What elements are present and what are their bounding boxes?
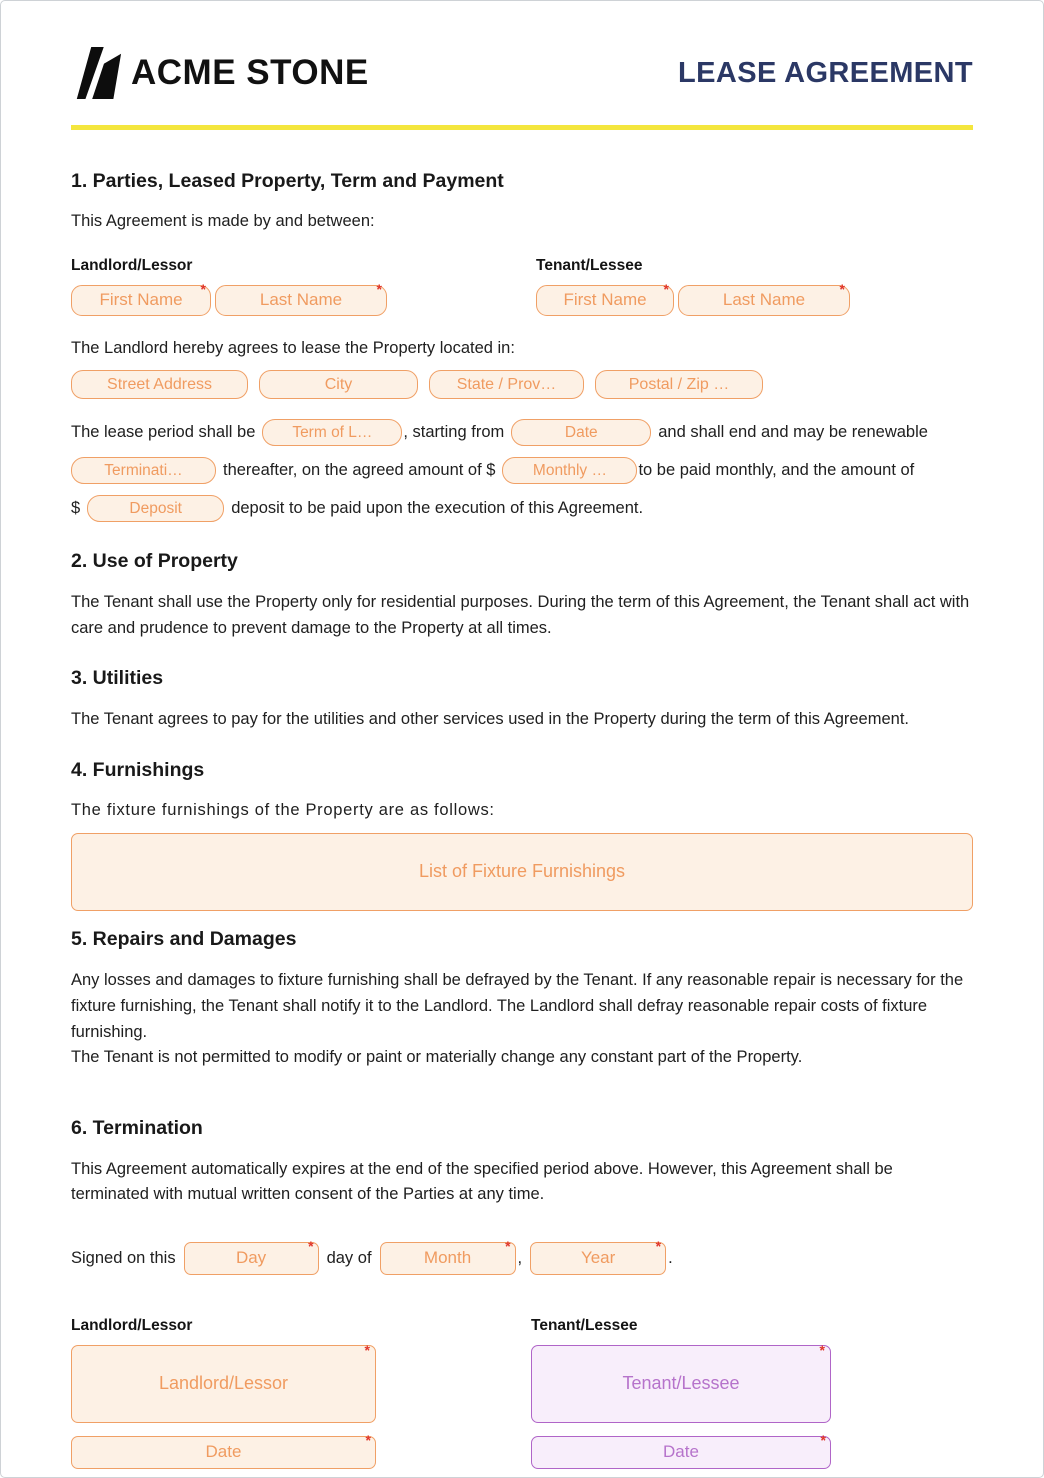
deposit-amount-input[interactable] xyxy=(87,495,224,522)
repairs-text-2: The Tenant is not permitted to modify or paint or materially change any constant part of the Property. xyxy=(71,1048,803,1067)
comma-text: , xyxy=(517,1248,523,1267)
required-asterisk: * xyxy=(655,1237,662,1254)
signed-day-field xyxy=(184,1237,319,1275)
start-date-field xyxy=(511,419,651,446)
tenant-signature-field[interactable] xyxy=(531,1341,831,1423)
signed-month-field xyxy=(380,1237,516,1275)
furnishings-textarea[interactable] xyxy=(71,833,973,911)
required-asterisk: * xyxy=(200,280,206,297)
required-asterisk: * xyxy=(376,280,382,297)
required-asterisk: * xyxy=(308,1237,314,1254)
landlord-signature-label: Landlord/Lessor xyxy=(71,1316,193,1334)
signed-month-input[interactable] xyxy=(380,1242,516,1275)
tenant-first-name-field xyxy=(536,280,674,316)
furnishings-intro-text: The fixture furnishings of the Property are as follows: xyxy=(71,800,495,819)
termination-notice-input[interactable] xyxy=(71,457,216,484)
acme-stone-logo-icon xyxy=(71,45,123,101)
landlord-date-field xyxy=(71,1431,376,1469)
tenant-first-name-input[interactable] xyxy=(536,285,674,316)
monthly-amount-input[interactable] xyxy=(502,457,637,484)
signature-dates-row xyxy=(71,1431,973,1469)
city-field xyxy=(259,370,418,399)
section-1-heading: 1. Parties, Leased Property, Term and Payment xyxy=(71,170,504,192)
repairs-text-1: Any losses and damages to fixture furnishing shall be defrayed by the Tenant. If any reasonable repair is necessary for the fixture furnishing, the Tenant shall notify it to the Landlord. The Landlord shall defray reasonable repair costs of fixture furnishing. xyxy=(71,971,964,1041)
lease-term-field xyxy=(262,419,402,446)
party-labels-row xyxy=(71,257,973,275)
landlord-label: Landlord/Lessor xyxy=(71,256,193,274)
street-address-field xyxy=(71,370,248,399)
landlord-signature-field[interactable] xyxy=(71,1341,376,1423)
brand-name: ACME STONE xyxy=(131,53,369,92)
tenant-date-input[interactable] xyxy=(531,1436,831,1469)
tenant-label: Tenant/Lessee xyxy=(536,256,643,274)
postal-zip-field xyxy=(595,370,763,399)
dollar-sign: $ xyxy=(71,499,81,518)
required-asterisk: * xyxy=(365,1431,371,1448)
section-6-heading: 6. Termination xyxy=(71,1116,203,1139)
section-parties xyxy=(71,170,973,522)
use-of-property-text: The Tenant shall use the Property only for residential purposes. During the term of this Agreement, the Tenant shall act with care and prudence to prevent damage to the Property at all times. xyxy=(71,593,970,637)
lease-text-segment: deposit to be paid upon the execution of this Agreement. xyxy=(231,499,644,518)
state-province-input[interactable] xyxy=(429,370,584,399)
yellow-divider xyxy=(71,125,973,130)
section-5-heading: 5. Repairs and Damages xyxy=(71,928,297,951)
section-repairs xyxy=(71,928,973,1070)
document-title: LEASE AGREEMENT xyxy=(678,56,973,89)
signature-boxes-row xyxy=(71,1341,973,1423)
signed-text-segment: Signed on this xyxy=(71,1248,176,1267)
state-province-field xyxy=(429,370,584,399)
lease-terms-line-3 xyxy=(71,495,973,522)
period-text: . xyxy=(668,1248,673,1267)
landlord-first-name-input[interactable] xyxy=(71,285,211,316)
landlord-first-name-field xyxy=(71,280,211,316)
termination-text: This Agreement automatically expires at the end of the specified period above. However, this Agreement shall be terminated with mutual written consent of the Parties at any time. xyxy=(71,1159,893,1204)
deposit-amount-field xyxy=(87,495,224,522)
landlord-name-pair xyxy=(71,280,536,316)
tenant-signature-placeholder: Tenant/Lessee xyxy=(622,1373,740,1394)
postal-zip-input[interactable] xyxy=(595,370,763,399)
required-asterisk: * xyxy=(364,1341,370,1358)
lease-text-segment: and shall end and may be renewable xyxy=(658,423,928,442)
landlord-signature-placeholder: Landlord/Lessor xyxy=(158,1373,289,1394)
street-address-input[interactable] xyxy=(71,370,248,399)
property-intro-text: The Landlord hereby agrees to lease the Property located in: xyxy=(71,338,515,357)
address-row xyxy=(71,370,973,399)
lease-terms-line-2 xyxy=(71,457,973,484)
termination-notice-field xyxy=(71,457,216,484)
parties-intro-text: This Agreement is made by and between: xyxy=(71,212,375,230)
lease-text-segment: , starting from xyxy=(403,423,505,442)
landlord-date-input[interactable] xyxy=(71,1436,376,1469)
tenant-signature-label: Tenant/Lessee xyxy=(531,1316,638,1334)
section-4-heading: 4. Furnishings xyxy=(71,758,205,781)
monthly-amount-field xyxy=(502,457,637,484)
landlord-last-name-input[interactable] xyxy=(215,285,387,316)
landlord-last-name-field xyxy=(215,280,387,316)
tenant-name-pair xyxy=(536,280,973,316)
required-asterisk: * xyxy=(819,1341,825,1358)
section-2-heading: 2. Use of Property xyxy=(71,550,238,573)
tenant-date-field xyxy=(531,1431,831,1469)
required-asterisk: * xyxy=(839,280,845,297)
party-name-row xyxy=(71,280,973,316)
section-termination xyxy=(71,1117,973,1208)
required-asterisk: * xyxy=(505,1237,511,1254)
lease-text-segment: to be paid monthly, and the amount of xyxy=(638,461,915,480)
lease-terms-line-1 xyxy=(71,419,973,446)
signed-text-segment: day of xyxy=(326,1248,372,1267)
header xyxy=(71,45,973,101)
brand xyxy=(71,45,369,101)
section-utilities xyxy=(71,667,973,733)
lease-text-segment: thereafter, on the agreed amount of $ xyxy=(223,461,496,480)
signed-date-line xyxy=(71,1237,973,1275)
section-furnishings xyxy=(71,759,973,917)
section-use-of-property xyxy=(71,550,973,641)
lease-text-segment: The lease period shall be xyxy=(71,423,256,442)
tenant-last-name-input[interactable] xyxy=(678,285,850,316)
section-3-heading: 3. Utilities xyxy=(71,667,164,690)
utilities-text: The Tenant agrees to pay for the utilities and other services used in the Property during the term of this Agreement. xyxy=(71,710,909,729)
signature-labels-row xyxy=(71,1317,973,1335)
required-asterisk: * xyxy=(820,1431,826,1448)
lease-term-input[interactable] xyxy=(262,419,402,446)
tenant-last-name-field xyxy=(678,280,850,316)
signed-day-input[interactable] xyxy=(184,1242,319,1275)
required-asterisk: * xyxy=(663,280,669,297)
city-input[interactable] xyxy=(259,370,418,399)
start-date-input[interactable] xyxy=(511,419,651,446)
signed-year-field xyxy=(530,1237,666,1275)
signed-year-input[interactable] xyxy=(530,1242,666,1275)
